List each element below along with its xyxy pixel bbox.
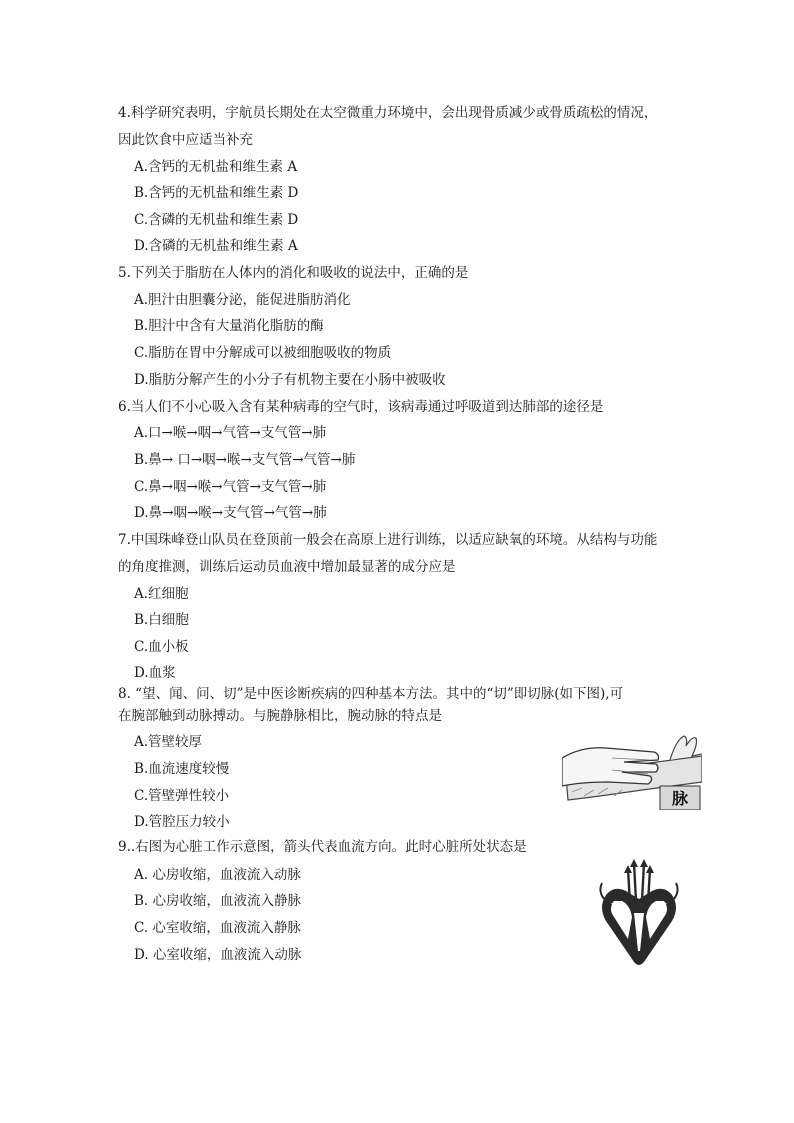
q6-stem-line-1: 6.当人们不小心吸入含有某种病毒的空气时，该病毒通过呼吸道到达肺部的途径是 [118, 399, 604, 415]
q7-stem-line-1: 7.中国珠峰登山队员在登顶前一般会在高原上进行训练，以适应缺氧的环境。从结构与功能 [118, 532, 658, 548]
q9-stem-line-1: 9..右图为心脏工作示意图，箭头代表血流方向。此时心脏所处状态是 [118, 839, 527, 855]
q5-option-d: D.脂肪分解产生的小分子有机物主要在小肠中被吸收 [134, 372, 446, 388]
q8-option-d: D.管腔压力较小 [134, 814, 230, 830]
q8-stem-line-2: 在腕部触到动脉搏动。与腕静脉相比，腕动脉的特点是 [118, 708, 442, 724]
wrist-pulse-illustration [562, 730, 702, 810]
q6-option-a: A.口→喉→咽→气管→支气管→肺 [134, 425, 327, 441]
q8-option-c: C.管壁弹性较小 [134, 788, 230, 804]
q6-option-b: B.鼻→ 口→咽→喉→支气管→气管→肺 [134, 452, 356, 468]
q5-stem-line-1: 5.下列关于脂肪在人体内的消化和吸收的说法中，正确的是 [118, 265, 469, 281]
q4-stem-line-1: 4.科学研究表明，宇航员长期处在太空微重力环境中，会出现骨质减少或骨质疏松的情况， [118, 105, 658, 121]
q5-option-c: C.脂肪在胃中分解成可以被细胞吸收的物质 [134, 345, 392, 361]
q7-option-b: B.白细胞 [134, 612, 189, 628]
q9-option-d: D. 心室收缩，血液流入动脉 [134, 947, 302, 963]
q4-stem-line-2: 因此饮食中应适当补充 [118, 132, 253, 148]
pulse-label: 脉 [671, 789, 689, 808]
q4-option-a: A.含钙的无机盐和维生素 A [134, 159, 298, 175]
q8-option-b: B.血流速度较慢 [134, 761, 230, 777]
q6-option-d: D.鼻→咽→喉→支气管→气管→肺 [134, 505, 327, 521]
q6-option-c: C.鼻→咽→喉→气管→支气管→肺 [134, 479, 327, 495]
q7-option-a: A.红细胞 [134, 586, 189, 602]
wrist-pulse-icon [562, 730, 702, 810]
heart-diagram [594, 855, 684, 973]
q9-option-a: A. 心房收缩，血液流入动脉 [134, 867, 301, 883]
q7-option-c: C.血小板 [134, 639, 189, 655]
q9-option-b: B. 心房收缩，血液流入静脉 [134, 893, 302, 909]
q8-option-a: A.管壁较厚 [134, 734, 203, 750]
q8-stem-line-1: 8. “望、闻、问、切”是中医诊断疾病的四种基本方法。其中的“切”即切脉(如下图),可 [118, 686, 624, 702]
q4-option-c: C.含磷的无机盐和维生素 D [134, 212, 299, 228]
heart-icon [594, 855, 684, 973]
q5-option-b: B.胆汁中含有大量消化脂肪的酶 [134, 318, 324, 334]
q7-stem-line-2: 的角度推测，训练后运动员血液中增加最显著的成分应是 [118, 559, 456, 575]
q7-option-d: D.血浆 [134, 665, 176, 681]
q4-option-d: D.含磷的无机盐和维生素 A [134, 238, 298, 254]
q4-option-b: B.含钙的无机盐和维生素 D [134, 185, 299, 201]
q9-option-c: C. 心室收缩，血液流入静脉 [134, 920, 301, 936]
q5-option-a: A.胆汁由胆囊分泌，能促进脂肪消化 [134, 292, 351, 308]
